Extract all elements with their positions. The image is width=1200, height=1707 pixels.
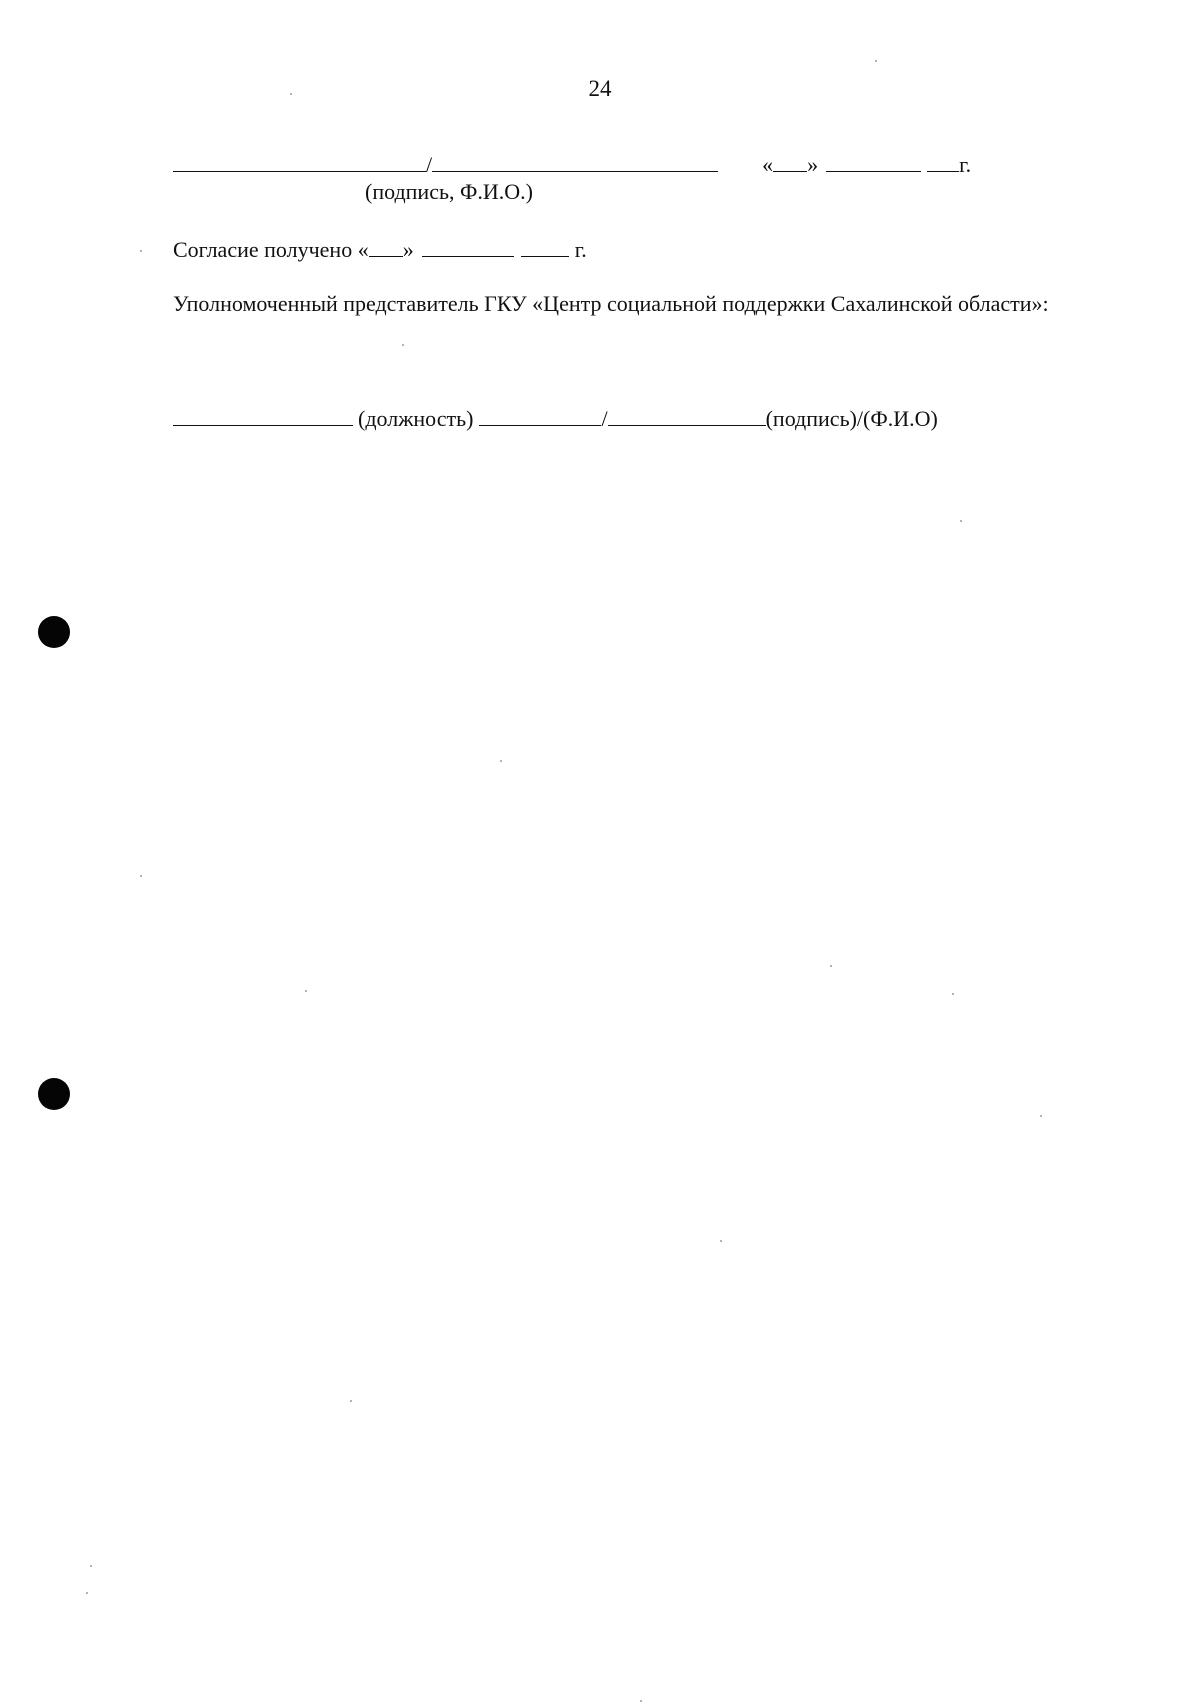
consent-year-blank[interactable] (521, 236, 569, 257)
signature-caption: (подпись, Ф.И.О.) (365, 179, 533, 204)
rep-slash: / (601, 406, 608, 431)
scan-speck (875, 60, 877, 62)
scan-speck (500, 760, 502, 762)
date-open-quote: « (762, 152, 774, 177)
scan-speck (140, 250, 142, 252)
scan-speck (1040, 1115, 1042, 1117)
consent-date-close-quote: » (402, 237, 414, 262)
signature-blank[interactable] (173, 151, 426, 172)
consent-line (173, 236, 587, 263)
scan-speck (305, 990, 307, 992)
fio-blank[interactable] (432, 151, 718, 172)
consent-prefix: Согласие получено « (173, 237, 369, 262)
position-blank[interactable] (173, 405, 353, 426)
scan-speck (86, 1592, 88, 1594)
position-label: (должность) (358, 406, 474, 431)
month-blank[interactable] (826, 151, 921, 172)
representative-line (173, 405, 938, 432)
consent-year-suffix: г. (574, 237, 587, 262)
scan-speck (350, 1400, 352, 1402)
scan-speck (830, 965, 832, 967)
signature-slash: / (426, 152, 433, 177)
scan-speck (290, 93, 292, 95)
year-blank[interactable] (927, 151, 959, 172)
page-number: 24 (588, 76, 612, 101)
scan-speck (952, 993, 954, 995)
consent-day-blank[interactable] (369, 236, 403, 257)
day-blank[interactable] (773, 151, 807, 172)
scan-speck (90, 1565, 92, 1567)
rep-signature-blank[interactable] (479, 405, 601, 426)
punch-hole-lower (38, 1078, 70, 1110)
scan-speck (960, 520, 962, 522)
scan-speck (720, 1240, 722, 1242)
consent-month-blank[interactable] (422, 236, 514, 257)
scan-speck (402, 344, 404, 346)
representative-text: Уполномоченный представитель ГКУ «Центр социальной поддержки Сахалинской области»: (173, 291, 1049, 316)
rep-fio-blank[interactable] (608, 405, 766, 426)
signature-line (173, 151, 971, 178)
year-suffix: г. (959, 152, 972, 177)
punch-hole-upper (38, 616, 70, 648)
signature-fio-label: (подпись)/(Ф.И.О) (765, 406, 938, 431)
scan-speck (640, 1700, 642, 1702)
date-close-quote: » (807, 152, 819, 177)
scan-speck (140, 875, 142, 877)
